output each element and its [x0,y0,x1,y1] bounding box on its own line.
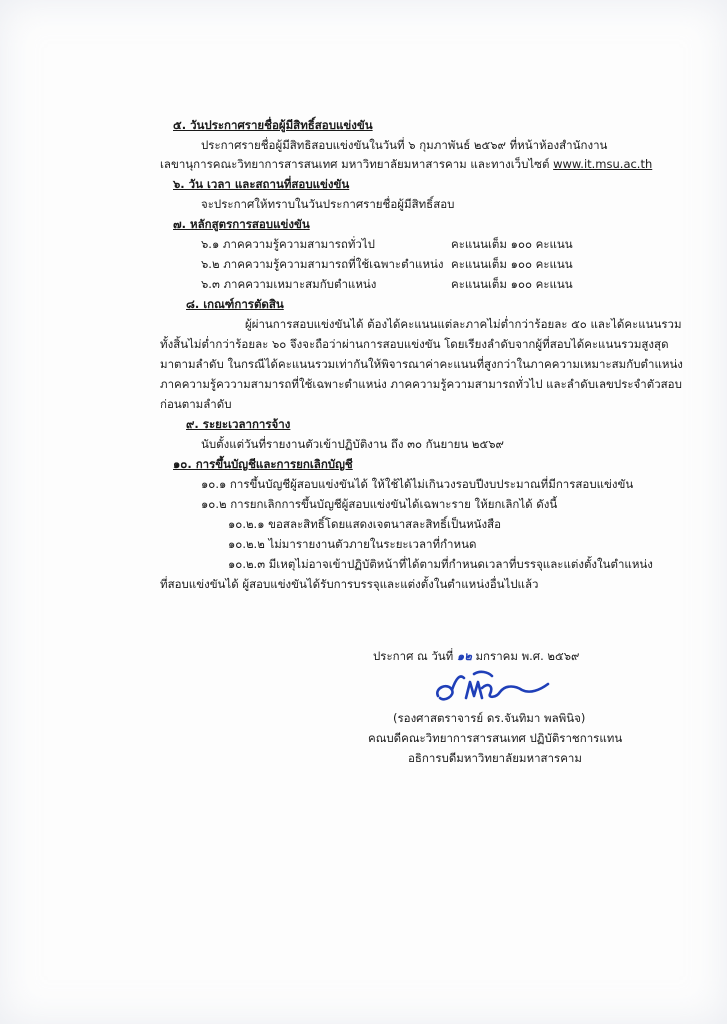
exam-item-2-label: ๖.๒ ภาคความรู้ความสามารถที่ใช้เฉพาะตำแหน่ง [201,257,444,271]
section-10-sub-2: ๑๐.๒.๒ ไม่มารายงานตัวภายในระยะเวลาที่กำหนด [228,537,477,551]
section-5-line-1: ประกาศรายชื่อผู้มีสิทธิสอบแข่งขันในวันที่ ๖ กุมภาพันธ์ ๒๕๖๙ ที่หน้าห้องสำนักงาน [201,138,608,152]
section-10-sub-1: ๑๐.๒.๑ ขอสละสิทธิ์โดยแสดงเจตนาสละสิทธิ์เป็นหนังสือ [228,517,502,531]
exam-item-1-label: ๖.๑ ภาคความรู้ความสามารถทั่วไป [201,237,375,251]
exam-item-2 [201,256,671,272]
exam-item-3 [201,276,671,292]
section-10-item-1: ๑๐.๑ การขึ้นบัญชีผู้สอบแข่งขันได้ ให้ใช้ได้ไม่เกินวงรอบปีงบประมาณที่มีการสอบแข่งขัน [201,477,634,491]
section-10-sub-3-line-1: ๑๐.๒.๓ มีเหตุไม่อาจเข้าปฏิบัติหน้าที่ได้ตามที่กำหนดเวลาที่บรรจุและแต่งตั้งในตำแหน่ง [228,557,653,571]
section-7-heading: ๗. หลักสูตรการสอบแข่งขัน [173,217,310,231]
section-8-line-1: ผู้ผ่านการสอบแข่งขันได้ ต้องได้คะแนนแต่ละภาคไม่ต่ำกว่าร้อยละ ๕๐ และได้คะแนนรวม [245,317,682,331]
signature-icon [430,668,560,708]
section-8-line-2: ทั้งสิ้นไม่ต่ำกว่าร้อยละ ๖๐ จึงจะถือว่าผ่านการสอบแข่งขัน โดยเรียงลำดับจากผู้ที่สอบได้คะแนนรวมสูงสุด [160,337,669,351]
section-8-heading: ๘. เกณฑ์การตัดสิน [186,297,284,311]
exam-item-3-label: ๖.๓ ภาคความเหมาะสมกับตำแหน่ง [201,277,377,291]
section-8-line-4: ภาคความรู้คววามสามารถที่ใช้เฉพาะตำแหน่ง ภาคความรู้ความสามารถทั่วไป และลำดับเลขประจำตัวสอบ [160,377,682,391]
section-5-heading: ๕. วันประกาศรายชื่อผู้มีสิทธิ์สอบแข่งขัน [173,118,373,132]
signatory-title-1: คณบดีคณะวิทยาการสารสนเทศ ปฏิบัติราชการแทน [368,731,623,745]
section-6-line-1: จะประกาศให้ทราบในวันประกาศรายชื่อผู้มีสิทธิ์สอบ [201,197,455,211]
announce-date-line [373,648,579,664]
signatory-name: (รองศาสตราจารย์ ดร.จันทิมา พลพินิจ) [393,711,586,725]
section-10-heading: ๑๐. การขึ้นบัญชีและการยกเลิกบัญชี [173,457,353,471]
signatory-title-2: อธิการบดีมหาวิทยาลัยมหาสารคาม [408,751,582,765]
announce-prefix: ประกาศ ณ วันที่ [373,649,454,663]
section-8-line-5: ก่อนตามลำดับ [160,397,232,411]
exam-item-3-score: คะแนนเต็ม ๑๐๐ คะแนน [451,277,573,291]
section-9-heading: ๙. ระยะเวลาการจ้าง [186,417,291,431]
announce-month-year: มกราคม พ.ศ. ๒๕๖๙ [475,649,580,663]
exam-item-1 [201,236,671,252]
section-10-item-2: ๑๐.๒ การยกเลิกการขึ้นบัญชีผู้สอบแข่งขันได้เฉพาะราย ให้ยกเลิกได้ ดังนี้ [201,497,558,511]
section-5-line-2-text: เลขานุการคณะวิทยาการสารสนเทศ มหาวิทยาลัยมหาสารคาม และทางเว็บไซต์ [160,157,554,171]
section-10-sub-3-line-2: ที่สอบแข่งขันได้ ผู้สอบแข่งขันได้รับการบรรจุและแต่งตั้งในตำแหน่งอื่นไปแล้ว [160,577,539,591]
section-9-line-1: นับตั้งแต่วันที่รายงานตัวเข้าปฏิบัติงาน ถึง ๓๐ กันยายน ๒๕๖๙ [201,437,504,451]
section-5-line-2 [160,156,652,172]
exam-item-2-score: คะแนนเต็ม ๑๐๐ คะแนน [451,257,573,271]
website-link[interactable]: www.it.msu.ac.th [553,157,653,171]
exam-item-1-score: คะแนนเต็ม ๑๐๐ คะแนน [451,237,573,251]
section-6-heading: ๖. วัน เวลา และสถานที่สอบแข่งขัน [173,177,350,191]
handwritten-day: ๑๒ [456,649,472,663]
section-8-line-3: มาตามลำดับ ในกรณีได้คะแนนรวมเท่ากันให้พิจารณาค่าคะแนนที่สูงกว่าในภาคความเหมาะสมกับตำแหน่ง [160,357,683,371]
